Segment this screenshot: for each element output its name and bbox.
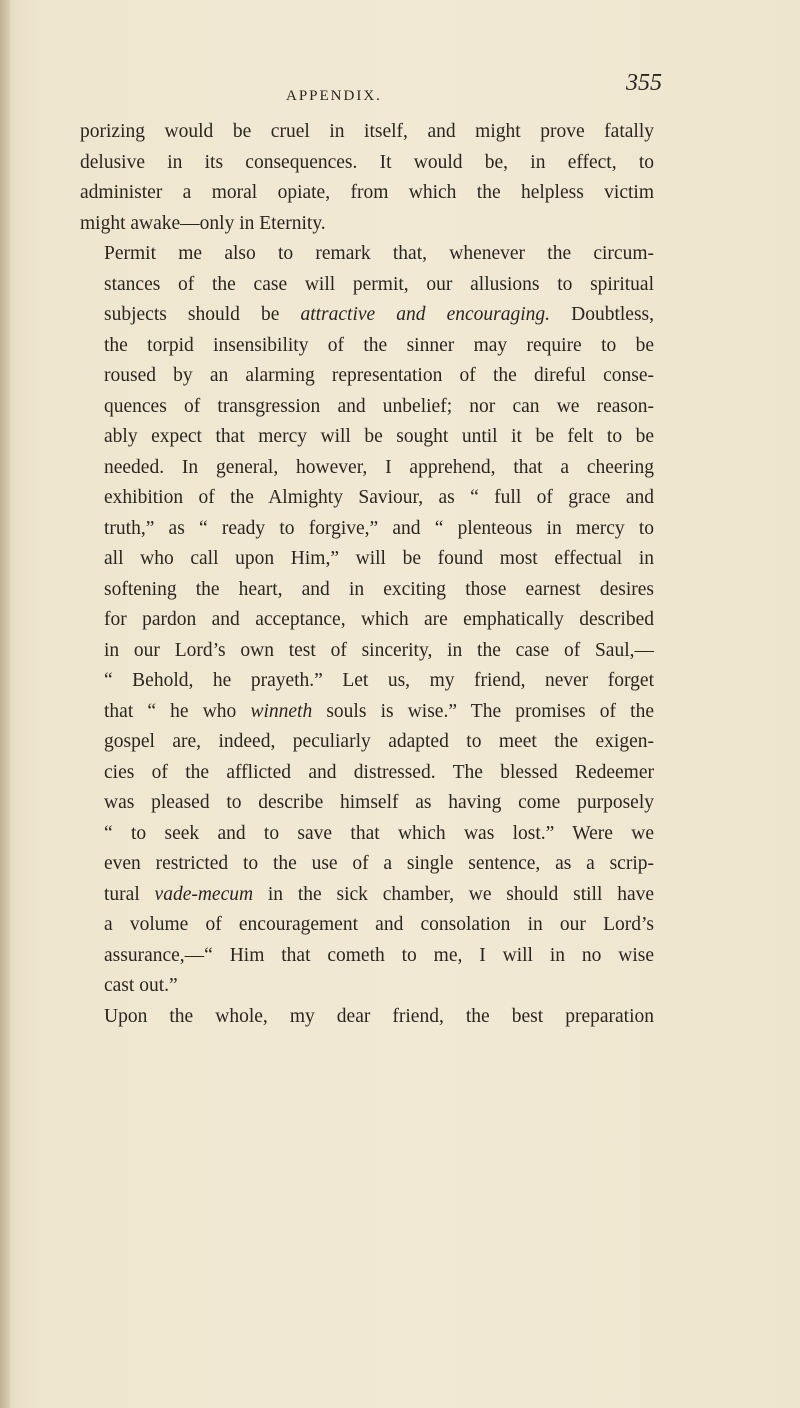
text-line: a volume of encouragement and consolation in our Lord’s [104, 914, 654, 935]
text-line: cies of the afflicted and distressed. The blessed Redeemer [104, 761, 654, 783]
text-line: all who call upon Him,” will be found most effectual in [104, 548, 654, 569]
page-number: 355 [626, 70, 662, 96]
text-line: gospel are, indeed, peculiarly adapted to meet the exigen- [104, 731, 654, 752]
text-line: Upon the whole, my dear friend, the best preparation [104, 1005, 654, 1027]
text-line: softening the heart, and in exciting those earnest desires [104, 578, 654, 600]
text-line: even restricted to the use of a single sentence, as a scrip- [104, 853, 654, 874]
running-head: APPENDIX. [286, 88, 382, 104]
text-line: assurance,—“ Him that cometh to me, I will in no wise [104, 944, 654, 966]
text-segment: that “ he who [104, 700, 251, 722]
text-line: cast out.” [104, 975, 178, 996]
paragraph-3 [80, 1002, 654, 1033]
text-line: roused by an alarming representation of the direful conse- [104, 365, 654, 386]
text-line: porizing would be cruel in itself, and might prove fatally [80, 121, 654, 142]
italic-word: winneth [250, 700, 313, 722]
text-line: quences of transgression and unbelief; nor can we reason- [104, 395, 654, 417]
text-line: in our Lord’s own test of sincerity, in the case of Saul,— [104, 639, 654, 661]
text-line: “ to seek and to save that which was lost.” Were we [104, 822, 654, 844]
paragraph-1 [80, 117, 654, 239]
text-line: exhibition of the Almighty Saviour, as “ full of grace and [104, 487, 654, 508]
text-line: for pardon and acceptance, which are emphatically described [104, 609, 654, 630]
text-line: Permit me also to remark that, whenever the circum- [104, 243, 654, 264]
text-line: stances of the case will permit, our allusions to spiritual [104, 273, 654, 295]
text-line-with-italic [80, 880, 654, 911]
text-segment: souls is wise.” The promises of the [312, 700, 654, 722]
italic-phrase: vade-mecum [154, 883, 254, 905]
text-line: might awake—only in Eternity. [80, 212, 326, 234]
text-line: “ Behold, he prayeth.” Let us, my friend, never forget [104, 670, 654, 691]
page-header [0, 66, 800, 106]
text-line-with-italic [80, 300, 654, 331]
italic-phrase: attractive and encouraging. [300, 304, 551, 325]
text-line: needed. In general, however, I apprehend, that a cheering [104, 456, 654, 478]
text-segment: subjects should be [104, 304, 301, 325]
text-line: was pleased to describe himself as having come purposely [104, 792, 654, 813]
text-line: the torpid insensibility of the sinner may require to be [104, 334, 654, 356]
text-line: ably expect that mercy will be sought until it be felt to be [104, 426, 654, 447]
text-line-with-italic [80, 697, 654, 728]
text-segment: tural [104, 883, 155, 905]
text-segment: in the sick chamber, we should still have [253, 883, 655, 905]
text-line: administer a moral opiate, from which the helpless victim [80, 182, 654, 203]
text-segment: Doubtless, [550, 304, 654, 325]
paragraph-2 [80, 239, 654, 1002]
text-line: truth,” as “ ready to forgive,” and “ plenteous in mercy to [104, 517, 654, 539]
body-text [80, 117, 654, 1032]
page-gutter-shadow [0, 0, 10, 1408]
text-line: delusive in its consequences. It would be, in effect, to [80, 151, 654, 173]
